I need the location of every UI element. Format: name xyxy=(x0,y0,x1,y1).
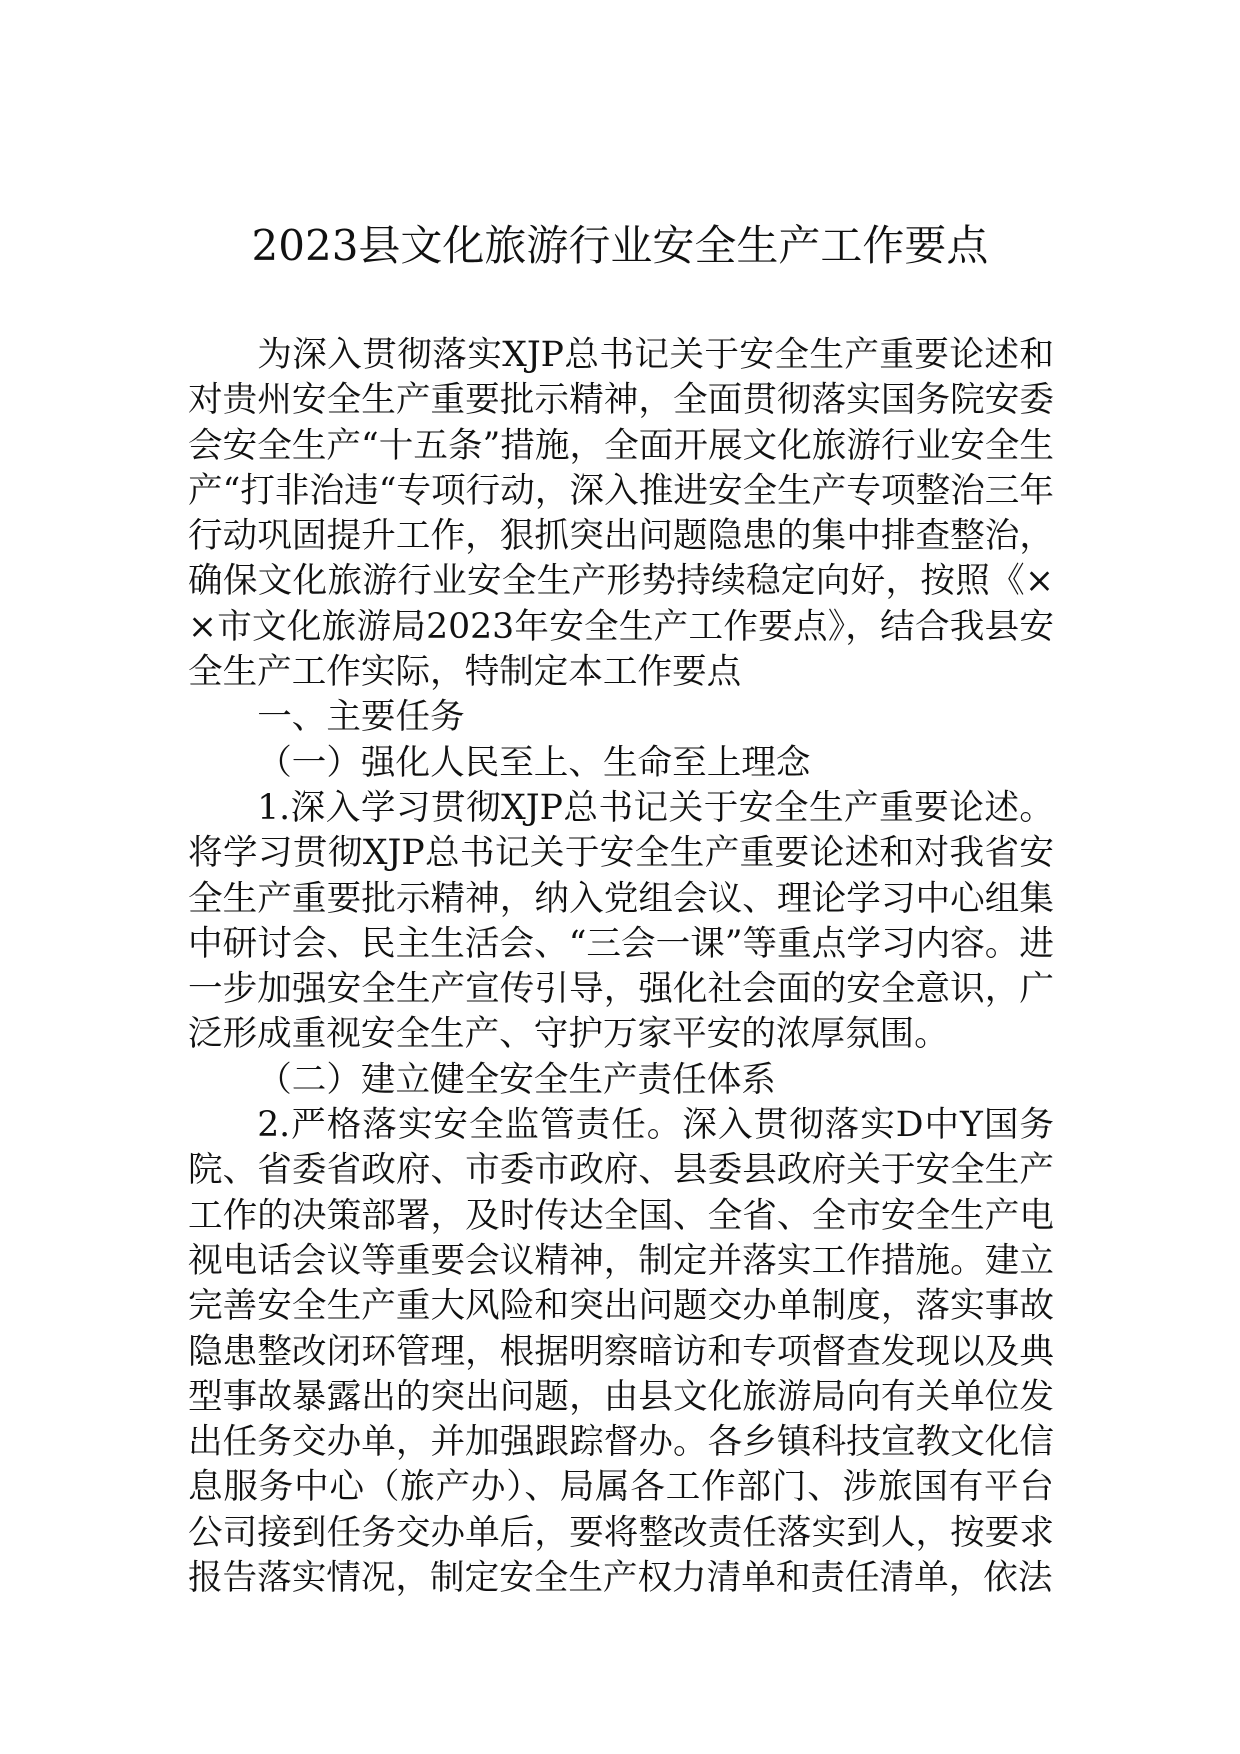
section-heading-main-tasks: 一、主要任务 xyxy=(257,697,465,738)
intro-paragraph: 为深入贯彻落实XJP总书记关于安全生产重要论述和对贵州安全生产重要批示精神，全面贯彻落实国务院安委会安全生产“十五条”措施，全面开展文化旅游行业安全生产“打非治违“专项行动，深入推进安全生产专项整治三年行动巩固提升工作，狠抓突出问题隐患的集中排查整治，确保文化旅游行业安全生产形势持续稳定向好，按照《××市文化旅游局2023年安全生产工作要点》，结合我县安全生产工作实际，特制定本工作要点 xyxy=(188,335,1054,693)
item-paragraph-2: 2.严格落实安全监管责任。深入贯彻落实D中Y国务院、省委省政府、市委市政府、县委县政府关于安全生产工作的决策部署，及时传达全国、全省、全市安全生产电视电话会议等重要会议精神，制定并落实工作措施。建立完善安全生产重大风险和突出问题交办单制度，落实事故隐患整改闭环管理，根据明察暗访和专项督查发现以及典型事故暴露出的突出问题，由县文化旅游局向有关单位发出任务交办单，并加强跟踪督办。各乡镇科技宣教文化信息服务中心（旅产办）、局属各工作部门、涉旅国有平台公司接到任务交办单后，要将整改责任落实到人，按要求报告落实情况，制定安全生产权力清单和责任清单，依法 xyxy=(188,1105,1054,1599)
item-paragraph-1: 1.深入学习贯彻XJP总书记关于安全生产重要论述。将学习贯彻XJP总书记关于安全生产重要论述和对我省安全生产重要批示精神，纳入党组会议、理论学习中心组集中研讨会、民主生活会、“三会一课”等重点学习内容。进一步加强安全生产宣传引导，强化社会面的安全意识，广泛形成重视安全生产、守护万家平安的浓厚氛围。 xyxy=(188,787,1054,1055)
subsection-heading-2: （二）建立健全安全生产责任体系 xyxy=(257,1059,776,1100)
document-title: 2023县文化旅游行业安全生产工作要点 xyxy=(251,221,989,270)
document-body xyxy=(188,333,1054,1601)
subsection-heading-1: （一）强化人民至上、生命至上理念 xyxy=(257,742,811,783)
